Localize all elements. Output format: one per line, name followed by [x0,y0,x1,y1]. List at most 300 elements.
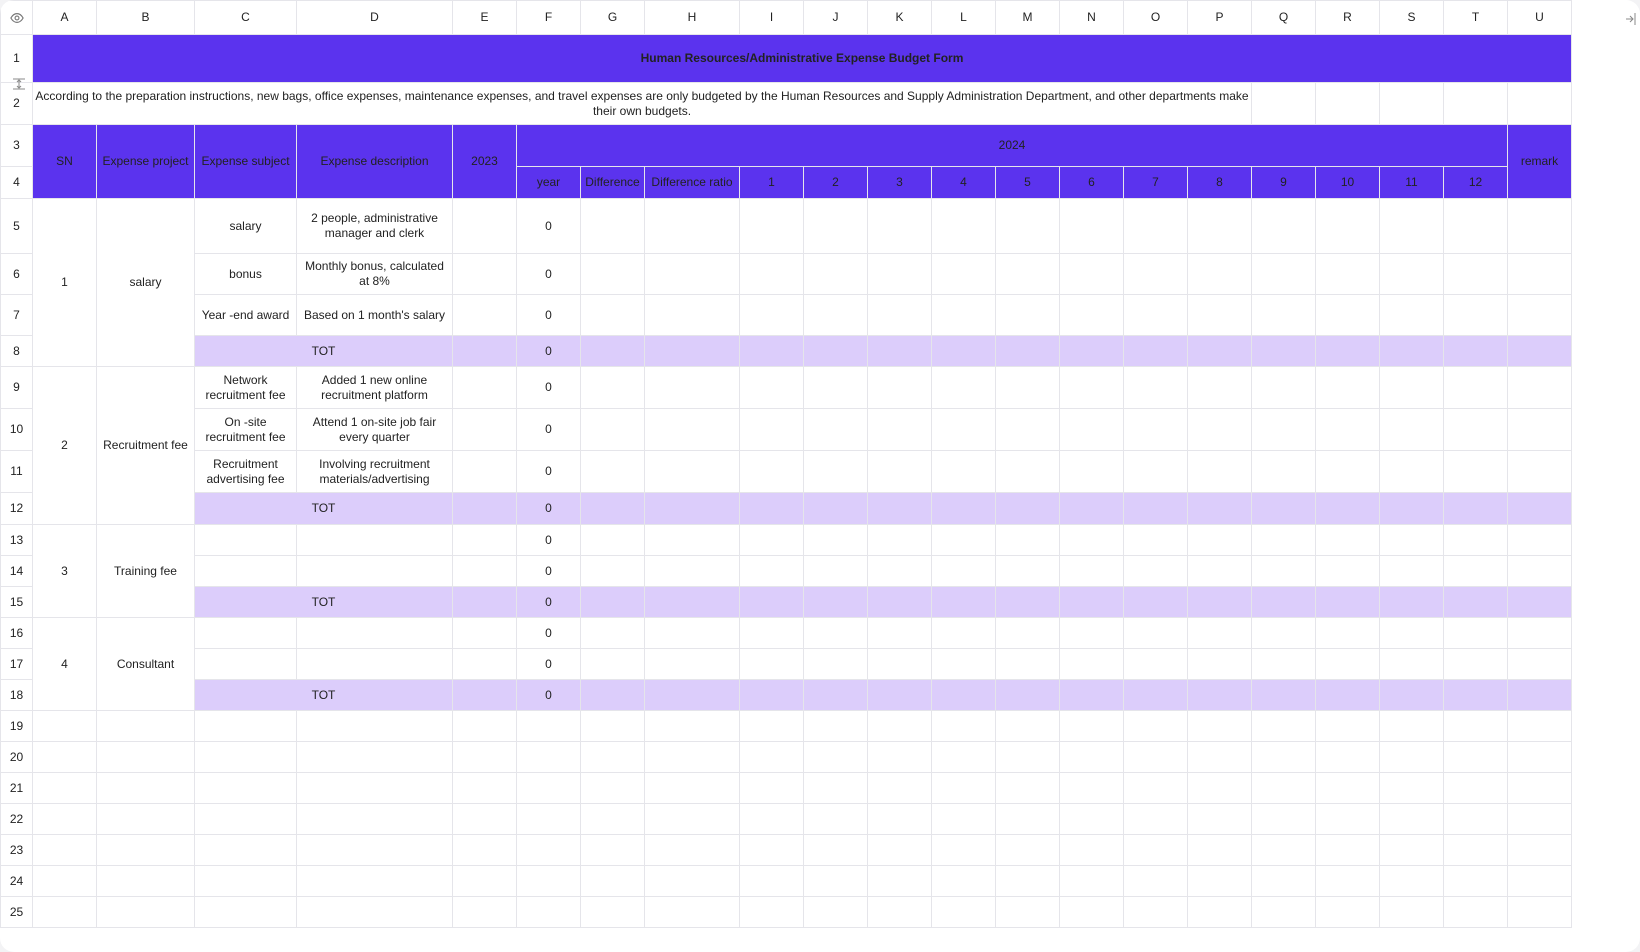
cell[interactable] [1060,835,1124,866]
cell-2023[interactable] [453,451,517,493]
total-label[interactable]: TOT [195,680,453,711]
column-header[interactable]: N [1060,1,1124,35]
cell[interactable] [740,493,804,525]
cell[interactable] [297,835,453,866]
cell[interactable] [517,742,581,773]
cell[interactable] [868,866,932,897]
cell[interactable] [1188,680,1252,711]
expense-description-cell[interactable] [297,525,453,556]
cell[interactable] [868,618,932,649]
cell[interactable] [1252,587,1316,618]
expense-description-cell[interactable]: Based on 1 month's salary [297,295,453,336]
cell[interactable] [1252,336,1316,367]
cell[interactable] [1316,295,1380,336]
cell[interactable] [740,587,804,618]
cell[interactable] [804,866,868,897]
cell[interactable] [932,711,996,742]
row-header[interactable]: 5 [1,199,33,254]
cell[interactable] [932,336,996,367]
cell[interactable] [1316,711,1380,742]
cell-2023[interactable] [453,367,517,409]
cell[interactable] [932,525,996,556]
column-header[interactable]: H [645,1,740,35]
cell[interactable] [804,409,868,451]
cell[interactable] [1444,295,1508,336]
column-header[interactable]: Q [1252,1,1316,35]
column-header[interactable]: U [1508,1,1572,35]
cell[interactable] [1508,556,1572,587]
cell[interactable] [1316,618,1380,649]
cell[interactable] [740,742,804,773]
column-header[interactable]: S [1380,1,1444,35]
cell[interactable] [868,804,932,835]
expense-description-cell[interactable]: Added 1 new online recruitment platform [297,367,453,409]
cell[interactable] [1316,742,1380,773]
cell[interactable] [453,897,517,928]
cell[interactable] [645,897,740,928]
cell[interactable] [1508,711,1572,742]
cell[interactable] [581,199,645,254]
cell[interactable] [645,493,740,525]
cell[interactable] [453,711,517,742]
header-month[interactable]: 9 [1252,167,1316,199]
cell[interactable] [1060,525,1124,556]
cell[interactable] [996,649,1060,680]
cell[interactable] [1188,742,1252,773]
cell[interactable] [1444,409,1508,451]
cell[interactable] [932,409,996,451]
column-header[interactable]: G [581,1,645,35]
cell[interactable] [581,556,645,587]
cell[interactable] [804,587,868,618]
cell[interactable] [1188,295,1252,336]
cell[interactable] [581,409,645,451]
expense-subject-cell[interactable]: salary [195,199,297,254]
cell[interactable] [97,742,195,773]
cell[interactable] [1188,493,1252,525]
header-month[interactable]: 2 [804,167,868,199]
cell[interactable] [1124,587,1188,618]
cell[interactable] [297,711,453,742]
cell[interactable] [645,587,740,618]
cell[interactable] [195,711,297,742]
cell[interactable] [645,367,740,409]
cell[interactable] [996,587,1060,618]
cell[interactable] [195,897,297,928]
expense-subject-cell[interactable]: On -site recruitment fee [195,409,297,451]
column-header[interactable]: R [1316,1,1380,35]
cell[interactable] [932,295,996,336]
cell[interactable] [581,773,645,804]
cell[interactable] [1188,649,1252,680]
cell[interactable] [1252,680,1316,711]
cell[interactable] [1508,866,1572,897]
cell[interactable] [804,367,868,409]
total-label[interactable]: TOT [195,587,453,618]
cell[interactable] [1060,451,1124,493]
expense-subject-cell[interactable]: Year -end award [195,295,297,336]
total-year-cell[interactable]: 0 [517,493,581,525]
expense-project-cell[interactable]: salary [97,199,195,367]
cell[interactable] [1060,336,1124,367]
cell[interactable] [645,451,740,493]
column-header[interactable]: K [868,1,932,35]
cell[interactable] [804,525,868,556]
cell[interactable] [740,556,804,587]
year-cell[interactable]: 0 [517,649,581,680]
cell[interactable] [1380,897,1444,928]
cell[interactable] [740,451,804,493]
cell[interactable] [645,742,740,773]
cell[interactable] [645,525,740,556]
cell[interactable] [195,866,297,897]
expense-description-cell[interactable]: 2 people, administrative manager and clerk [297,199,453,254]
cell[interactable] [1188,451,1252,493]
header-2024[interactable]: 2024 [517,125,1508,167]
total-year-cell[interactable]: 0 [517,336,581,367]
total-label[interactable]: TOT [195,493,453,525]
cell[interactable] [932,649,996,680]
cell[interactable] [1316,199,1380,254]
header-difference[interactable]: Difference [581,167,645,199]
cell[interactable] [517,773,581,804]
year-cell[interactable]: 0 [517,525,581,556]
cell[interactable] [1124,409,1188,451]
cell[interactable] [195,804,297,835]
cell[interactable] [1508,525,1572,556]
cell[interactable] [932,493,996,525]
cell[interactable] [1252,835,1316,866]
column-header[interactable]: L [932,1,996,35]
cell[interactable] [1444,254,1508,295]
cell[interactable] [1316,897,1380,928]
cell[interactable] [33,897,97,928]
cell[interactable] [1124,773,1188,804]
row-header[interactable]: 6 [1,254,33,295]
cell[interactable] [740,866,804,897]
cell[interactable] [804,336,868,367]
cell[interactable] [645,295,740,336]
cell[interactable] [740,199,804,254]
cell[interactable] [740,711,804,742]
year-cell[interactable]: 0 [517,199,581,254]
cell[interactable] [645,680,740,711]
cell[interactable] [1508,83,1572,125]
cell[interactable] [645,556,740,587]
cell[interactable] [645,835,740,866]
cell-2023[interactable] [453,295,517,336]
header-month[interactable]: 4 [932,167,996,199]
cell[interactable] [1444,773,1508,804]
header-expense-project[interactable]: Expense project [97,125,195,199]
column-header[interactable]: C [195,1,297,35]
cell[interactable] [453,804,517,835]
year-cell[interactable]: 0 [517,409,581,451]
cell[interactable] [1252,199,1316,254]
cell[interactable] [97,835,195,866]
cell[interactable] [1124,897,1188,928]
cell[interactable] [868,556,932,587]
expense-description-cell[interactable]: Monthly bonus, calculated at 8% [297,254,453,295]
cell[interactable] [1316,649,1380,680]
total-year-cell[interactable]: 0 [517,680,581,711]
expense-subject-cell[interactable]: Network recruitment fee [195,367,297,409]
cell[interactable] [1508,773,1572,804]
cell[interactable] [1508,649,1572,680]
cell[interactable] [1188,254,1252,295]
row-header[interactable]: 16 [1,618,33,649]
cell[interactable] [453,742,517,773]
cell[interactable] [581,680,645,711]
header-month[interactable]: 1 [740,167,804,199]
cell[interactable] [868,525,932,556]
cell[interactable] [1380,804,1444,835]
cell[interactable] [1316,493,1380,525]
cell-2023[interactable] [453,618,517,649]
cell[interactable] [297,773,453,804]
cell[interactable] [1508,897,1572,928]
cell[interactable] [1444,897,1508,928]
cell[interactable] [868,451,932,493]
cell[interactable] [996,409,1060,451]
cell[interactable] [996,525,1060,556]
cell[interactable] [1380,649,1444,680]
cell[interactable] [868,649,932,680]
cell[interactable] [1252,866,1316,897]
cell[interactable] [1060,556,1124,587]
cell[interactable] [932,587,996,618]
cell[interactable] [1508,587,1572,618]
select-all-corner[interactable] [1,1,33,35]
cell[interactable] [1060,680,1124,711]
cell[interactable] [1252,742,1316,773]
cell-2023[interactable] [453,336,517,367]
cell[interactable] [1124,711,1188,742]
expense-description-cell[interactable] [297,618,453,649]
cell[interactable] [1252,83,1316,125]
cell-2023[interactable] [453,409,517,451]
cell[interactable] [1124,618,1188,649]
cell[interactable] [996,773,1060,804]
cell[interactable] [1380,254,1444,295]
cell[interactable] [1316,804,1380,835]
cell[interactable] [996,711,1060,742]
cell[interactable] [517,866,581,897]
cell[interactable] [740,835,804,866]
cell[interactable] [804,711,868,742]
column-header[interactable]: D [297,1,453,35]
cell[interactable] [804,804,868,835]
cell[interactable] [1060,649,1124,680]
cell[interactable] [1316,451,1380,493]
row-resize-handle-icon[interactable] [12,78,26,90]
row-header[interactable]: 1 [1,35,33,83]
cell[interactable] [932,556,996,587]
cell[interactable] [453,866,517,897]
year-cell[interactable]: 0 [517,254,581,295]
row-header[interactable]: 3 [1,125,33,167]
cell[interactable] [581,254,645,295]
cell[interactable] [740,680,804,711]
cell[interactable] [1508,295,1572,336]
cell[interactable] [1188,773,1252,804]
row-header[interactable]: 21 [1,773,33,804]
total-year-cell[interactable]: 0 [517,587,581,618]
expense-description-cell[interactable]: Involving recruitment materials/advertising [297,451,453,493]
cell[interactable] [581,649,645,680]
cell-2023[interactable] [453,649,517,680]
row-header[interactable]: 23 [1,835,33,866]
cell[interactable] [33,804,97,835]
cell[interactable] [297,897,453,928]
cell-2023[interactable] [453,680,517,711]
cell[interactable] [297,742,453,773]
cell[interactable] [1444,587,1508,618]
cell[interactable] [1508,680,1572,711]
cell[interactable] [1124,866,1188,897]
cell[interactable] [1252,897,1316,928]
cell[interactable] [996,254,1060,295]
row-header[interactable]: 18 [1,680,33,711]
cell[interactable] [1508,451,1572,493]
row-header[interactable]: 14 [1,556,33,587]
cell[interactable] [1508,199,1572,254]
year-cell[interactable]: 0 [517,451,581,493]
cell[interactable] [996,866,1060,897]
cell[interactable] [1124,254,1188,295]
cell[interactable] [1124,556,1188,587]
cell[interactable] [1380,83,1444,125]
cell[interactable] [517,835,581,866]
cell[interactable] [804,556,868,587]
cell[interactable] [1380,680,1444,711]
cell[interactable] [1444,451,1508,493]
cell[interactable] [740,409,804,451]
cell[interactable] [868,680,932,711]
cell[interactable] [645,711,740,742]
instructions-note[interactable]: According to the preparation instructions, new bags, office expenses, maintenance expenses, and travel expenses are only budgeted by the Human Resources and Supply Administration Department, and other departments make their own budgets. [33,83,1252,125]
cell[interactable] [581,493,645,525]
cell[interactable] [1124,199,1188,254]
cell[interactable] [1188,897,1252,928]
header-month[interactable]: 3 [868,167,932,199]
cell[interactable] [996,199,1060,254]
cell[interactable] [1124,804,1188,835]
cell-2023[interactable] [453,587,517,618]
cell[interactable] [1252,493,1316,525]
cell[interactable] [1124,525,1188,556]
cell[interactable] [1060,295,1124,336]
cell[interactable] [1060,618,1124,649]
cell[interactable] [1188,618,1252,649]
cell-2023[interactable] [453,525,517,556]
cell[interactable] [297,804,453,835]
cell[interactable] [740,804,804,835]
column-header[interactable]: A [33,1,97,35]
cell[interactable] [804,295,868,336]
header-month[interactable]: 6 [1060,167,1124,199]
cell[interactable] [1508,835,1572,866]
cell-2023[interactable] [453,199,517,254]
cell[interactable] [868,742,932,773]
cell[interactable] [1444,866,1508,897]
cell-2023[interactable] [453,254,517,295]
cell[interactable] [1444,493,1508,525]
header-month[interactable]: 11 [1380,167,1444,199]
cell[interactable] [645,409,740,451]
header-year[interactable]: year [517,167,581,199]
header-remark[interactable]: remark [1508,125,1572,199]
cell[interactable] [1124,295,1188,336]
cell[interactable] [996,493,1060,525]
cell[interactable] [1316,409,1380,451]
cell[interactable] [645,804,740,835]
cell[interactable] [581,525,645,556]
header-month[interactable]: 5 [996,167,1060,199]
cell[interactable] [1508,618,1572,649]
cell[interactable] [804,493,868,525]
cell[interactable] [1508,409,1572,451]
cell[interactable] [1124,336,1188,367]
cell[interactable] [932,254,996,295]
cell[interactable] [1252,804,1316,835]
cell[interactable] [868,711,932,742]
cell[interactable] [1060,773,1124,804]
cell[interactable] [740,367,804,409]
cell[interactable] [1188,866,1252,897]
cell[interactable] [1508,336,1572,367]
cell[interactable] [868,773,932,804]
cell-2023[interactable] [453,493,517,525]
column-header[interactable]: F [517,1,581,35]
cell[interactable] [1444,680,1508,711]
header-2023[interactable]: 2023 [453,125,517,199]
cell[interactable] [1380,742,1444,773]
sn-cell[interactable]: 3 [33,525,97,618]
cell[interactable] [1316,254,1380,295]
cell[interactable] [581,587,645,618]
row-header[interactable]: 17 [1,649,33,680]
row-header[interactable]: 11 [1,451,33,493]
cell[interactable] [868,897,932,928]
cell[interactable] [868,367,932,409]
cell[interactable] [1188,711,1252,742]
cell[interactable] [195,773,297,804]
cell[interactable] [33,835,97,866]
cell[interactable] [1444,649,1508,680]
cell[interactable] [932,742,996,773]
cell[interactable] [1060,804,1124,835]
cell[interactable] [645,336,740,367]
cell[interactable] [996,742,1060,773]
cell[interactable] [740,336,804,367]
cell[interactable] [1124,367,1188,409]
cell[interactable] [996,897,1060,928]
cell[interactable] [740,618,804,649]
cell[interactable] [804,773,868,804]
header-difference-ratio[interactable]: Difference ratio [645,167,740,199]
cell[interactable] [1444,83,1508,125]
cell[interactable] [804,199,868,254]
expense-project-cell[interactable]: Consultant [97,618,195,711]
row-header[interactable]: 10 [1,409,33,451]
cell[interactable] [645,866,740,897]
cell[interactable] [97,804,195,835]
row-header[interactable]: 7 [1,295,33,336]
cell[interactable] [1316,367,1380,409]
header-month[interactable]: 12 [1444,167,1508,199]
cell[interactable] [581,295,645,336]
